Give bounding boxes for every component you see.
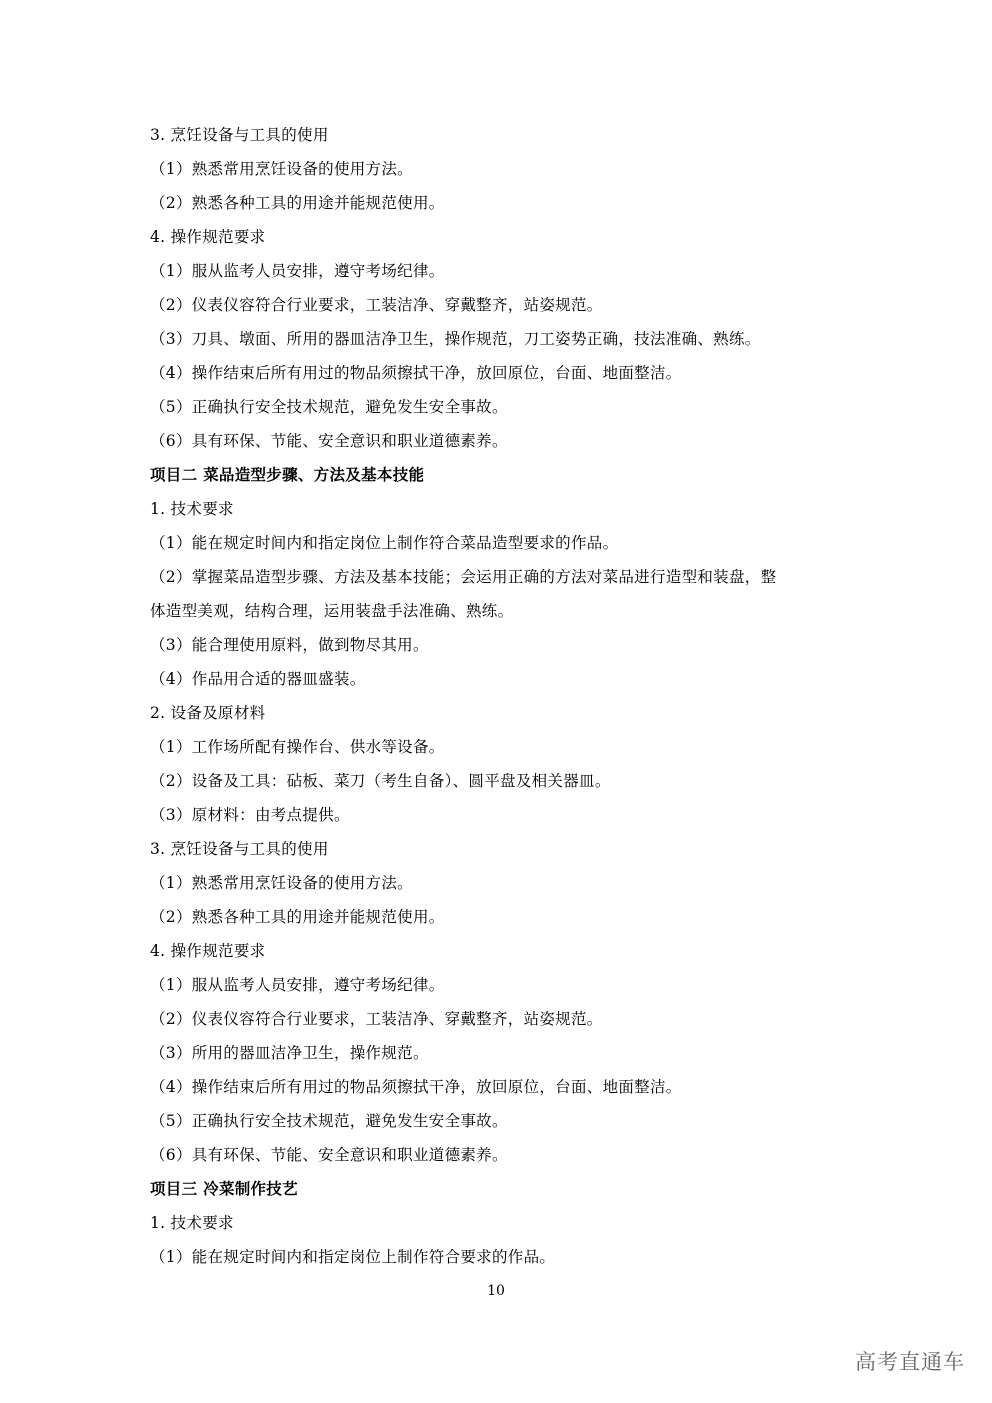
- list-item: （1）能在规定时间内和指定岗位上制作符合菜品造型要求的作品。: [150, 534, 619, 552]
- list-item: （6）具有环保、节能、安全意识和职业道德素养。: [150, 432, 508, 450]
- page-number: 10: [487, 1283, 505, 1299]
- section-title-operation-rules: 4. 操作规范要求: [150, 228, 266, 246]
- list-item: （3）所用的器皿洁净卫生，操作规范。: [150, 1044, 429, 1062]
- document-body: [150, 118, 850, 1274]
- section-title-cooking-equipment: 3. 烹饪设备与工具的使用: [150, 126, 329, 144]
- watermark-text: 高考直通车: [855, 1350, 965, 1374]
- list-item: （2）掌握菜品造型步骤、方法及基本技能；会运用正确的方法对菜品进行造型和装盘，整: [150, 568, 777, 586]
- project-heading-dish-styling: 项目二 菜品造型步骤、方法及基本技能: [150, 466, 425, 484]
- section-title-technical-requirements: 1. 技术要求: [150, 500, 234, 518]
- list-item: （1）工作场所配有操作台、供水等设备。: [150, 738, 445, 756]
- list-item: （2）仪表仪容符合行业要求，工装洁净、穿戴整齐，站姿规范。: [150, 1010, 603, 1028]
- list-item: （4）作品用合适的器皿盛装。: [150, 670, 366, 688]
- list-item: （3）原材料：由考点提供。: [150, 806, 350, 824]
- list-item: （2）熟悉各种工具的用途并能规范使用。: [150, 908, 445, 926]
- list-item: （3）能合理使用原料，做到物尽其用。: [150, 636, 429, 654]
- list-item: （2）设备及工具：砧板、菜刀（考生自备）、圆平盘及相关器皿。: [150, 772, 611, 790]
- list-item: （5）正确执行安全技术规范，避免发生安全事故。: [150, 398, 508, 416]
- list-item: （2）熟悉各种工具的用途并能规范使用。: [150, 194, 445, 212]
- list-item: （1）熟悉常用烹饪设备的使用方法。: [150, 160, 413, 178]
- list-item: （2）仪表仪容符合行业要求，工装洁净、穿戴整齐，站姿规范。: [150, 296, 603, 314]
- section-title-technical-requirements: 1. 技术要求: [150, 1214, 234, 1232]
- list-item: （4）操作结束后所有用过的物品须擦拭干净，放回原位，台面、地面整洁。: [150, 364, 682, 382]
- section-title-operation-rules: 4. 操作规范要求: [150, 942, 266, 960]
- list-item: （4）操作结束后所有用过的物品须擦拭干净，放回原位，台面、地面整洁。: [150, 1078, 682, 1096]
- list-item: （3）刀具、墩面、所用的器皿洁净卫生，操作规范，刀工姿势正确，技法准确、熟练。: [150, 330, 761, 348]
- list-item-continuation: 体造型美观，结构合理，运用装盘手法准确、熟练。: [150, 602, 514, 620]
- list-item: （6）具有环保、节能、安全意识和职业道德素养。: [150, 1146, 508, 1164]
- project-heading-cold-dish: 项目三 冷菜制作技艺: [150, 1180, 298, 1198]
- list-item: （5）正确执行安全技术规范，避免发生安全事故。: [150, 1112, 508, 1130]
- section-title-cooking-equipment: 3. 烹饪设备与工具的使用: [150, 840, 329, 858]
- section-title-equipment-materials: 2. 设备及原材料: [150, 704, 266, 722]
- list-item: （1）服从监考人员安排，遵守考场纪律。: [150, 262, 445, 280]
- list-item: （1）熟悉常用烹饪设备的使用方法。: [150, 874, 413, 892]
- list-item: （1）服从监考人员安排，遵守考场纪律。: [150, 976, 445, 994]
- list-item: （1）能在规定时间内和指定岗位上制作符合要求的作品。: [150, 1248, 556, 1266]
